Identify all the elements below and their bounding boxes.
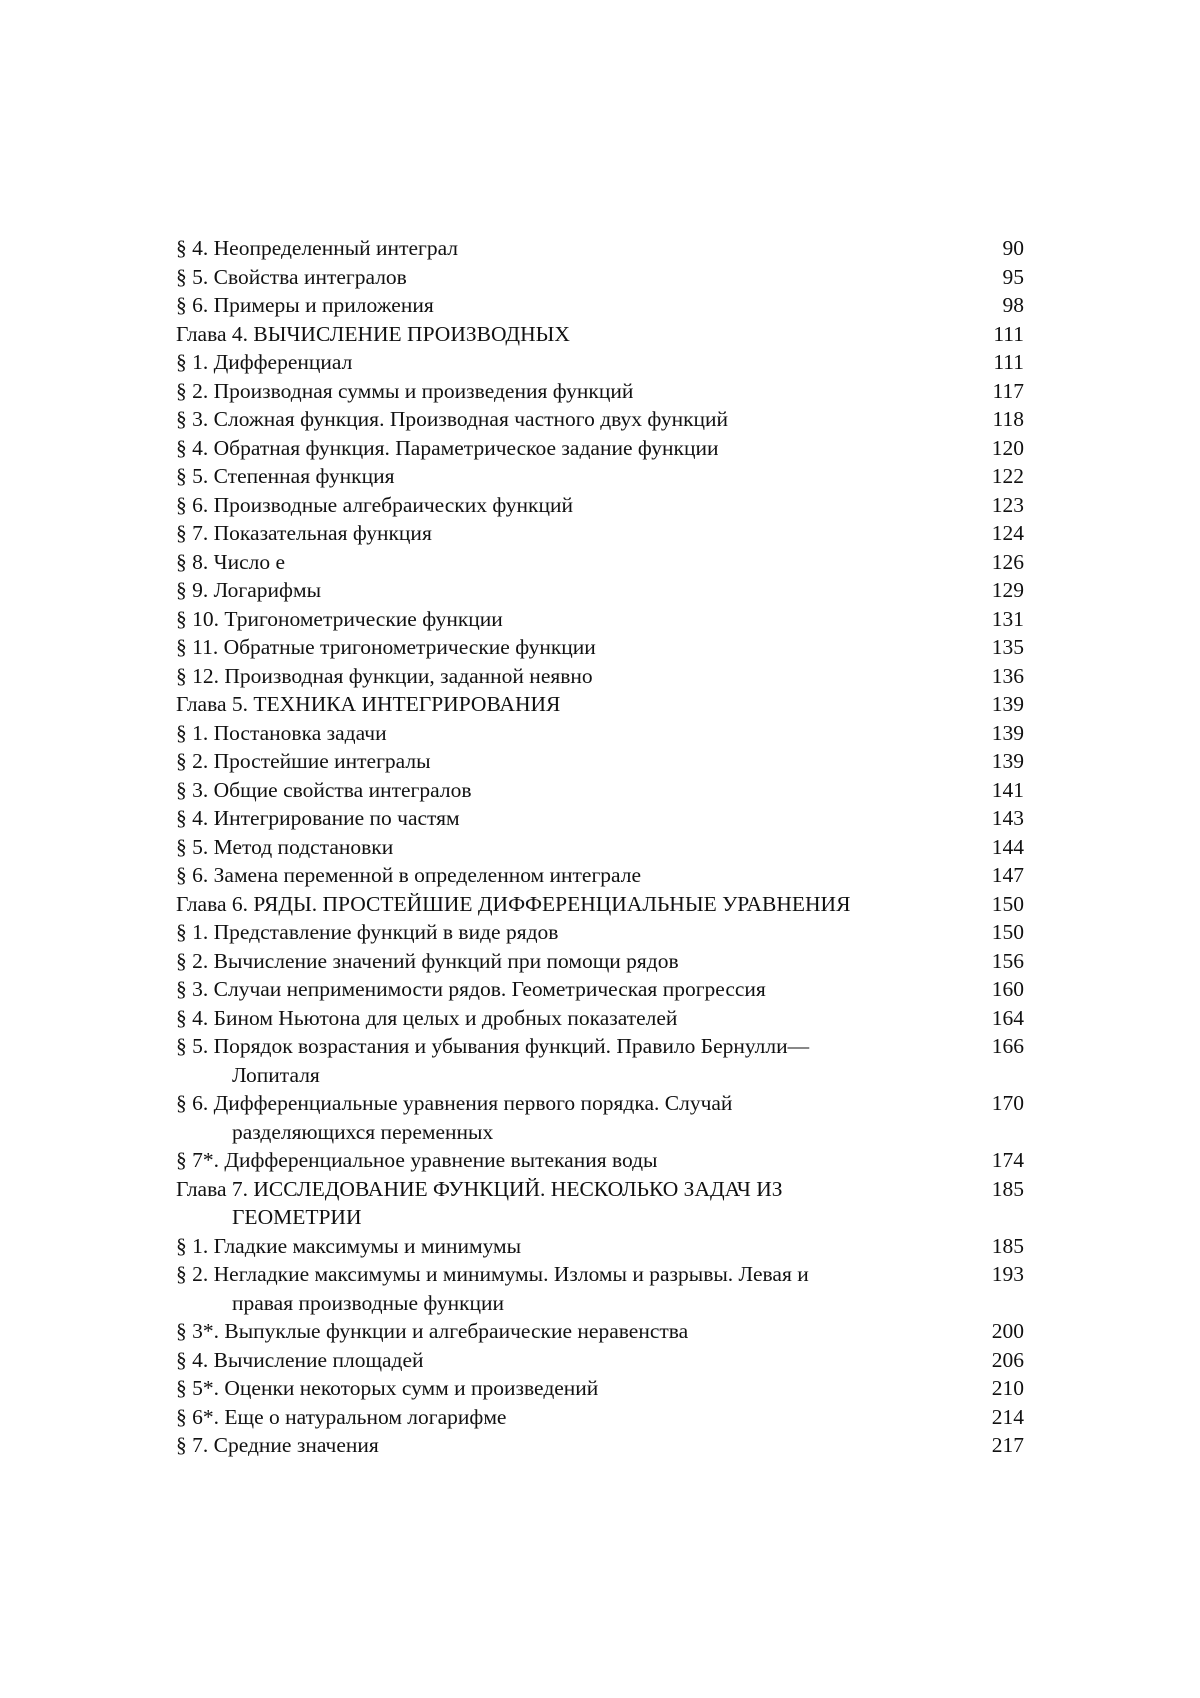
toc-entry xyxy=(176,1431,1024,1460)
toc-entry-title: § 4. Неопределенный интеграл xyxy=(176,236,459,260)
toc-entry-page-number: 124 xyxy=(991,521,1024,545)
toc-entry xyxy=(176,1146,1024,1175)
toc-entry-title: § 2. Производная суммы и произведения функций xyxy=(176,378,634,403)
toc-entry-title: § 10. Тригонометрические функции xyxy=(176,606,503,631)
toc-entry-title-continuation: ГЕОМЕТРИИ xyxy=(232,1205,362,1229)
toc-entry-page-number: 129 xyxy=(991,578,1024,602)
toc-entry-title: § 1. Постановка задачи xyxy=(176,720,387,745)
toc-entry-title: § 5. Свойства интегралов xyxy=(176,264,407,289)
toc-entry xyxy=(176,234,1024,263)
toc-entry xyxy=(176,1403,1024,1432)
toc-entry xyxy=(176,462,1024,491)
toc-entry-page-number: 193 xyxy=(991,1262,1024,1286)
toc-entry-title: § 6*. Еще о натуральном логарифме xyxy=(176,1404,507,1429)
toc-entry-page-number: 95 xyxy=(1002,264,1024,289)
toc-entry-title: § 1. Гладкие максимумы и минимумы xyxy=(176,1233,522,1258)
toc-entry-title: § 3*. Выпуклые функции и алгебраические неравенства xyxy=(176,1319,689,1343)
toc-entry-page-number: 174 xyxy=(991,1148,1024,1172)
toc-entry-title: § 1. Дифференциал xyxy=(176,350,353,374)
toc-entry xyxy=(176,519,1024,548)
toc-entry xyxy=(176,633,1024,662)
toc-entry xyxy=(176,320,1024,349)
toc-entry-page-number: 210 xyxy=(991,1376,1024,1400)
toc-entry-page-number: 136 xyxy=(991,663,1024,688)
toc-entry xyxy=(176,1232,1024,1261)
toc-entry-page-number: 185 xyxy=(991,1233,1024,1258)
toc-entry-title: § 2. Вычисление значений функций при помощи рядов xyxy=(176,948,679,973)
toc-entry xyxy=(176,548,1024,577)
toc-entry-page-number: 217 xyxy=(991,1433,1024,1457)
toc-entry xyxy=(176,1032,1024,1089)
toc-entry xyxy=(176,576,1024,605)
toc-entry xyxy=(176,1089,1024,1146)
toc-entry-title: Глава 7. ИССЛЕДОВАНИЕ ФУНКЦИЙ. НЕСКОЛЬКО ЗАДАЧ ИЗ xyxy=(176,1176,783,1201)
toc-entry-page-number: 150 xyxy=(991,920,1024,944)
toc-entry-page-number: 147 xyxy=(991,863,1024,887)
toc-entry-page-number: 143 xyxy=(991,806,1024,830)
toc-entry-title: § 4. Обратная функция. Параметрическое задание функции xyxy=(176,435,719,460)
toc-entry-page-number: 131 xyxy=(991,606,1024,631)
toc-entry-page-number: 120 xyxy=(991,435,1024,460)
toc-entry-title: § 8. Число е xyxy=(176,549,286,574)
toc-entry-title: § 4. Вычисление площадей xyxy=(176,1347,424,1372)
toc-entry xyxy=(176,1374,1024,1403)
toc-entry-page-number: 90 xyxy=(1002,236,1024,260)
toc-entry xyxy=(176,690,1024,719)
toc-entry-title: § 2. Негладкие максимумы и минимумы. Изломы и разрывы. Левая и xyxy=(176,1262,809,1286)
toc-entry-page-number: 126 xyxy=(991,549,1024,574)
toc-entry xyxy=(176,605,1024,634)
toc-entry-title: § 3. Сложная функция. Производная частного двух функций xyxy=(176,407,729,431)
toc-entry-title: § 6. Дифференциальные уравнения первого порядка. Случай xyxy=(176,1091,733,1115)
toc-entry-page-number: 185 xyxy=(991,1176,1024,1201)
toc-entry-title: § 3. Общие свойства интегралов xyxy=(176,777,472,802)
toc-entry-page-number: 111 xyxy=(993,321,1024,346)
toc-entry-page-number: 135 xyxy=(991,635,1024,659)
toc-entry-title: § 4. Интегрирование по частям xyxy=(176,806,460,830)
toc-entry xyxy=(176,861,1024,890)
toc-entry-title: § 7*. Дифференциальное уравнение вытекания воды xyxy=(176,1148,658,1172)
toc-entry-title: Глава 4. ВЫЧИСЛЕНИЕ ПРОИЗВОДНЫХ xyxy=(176,321,570,346)
toc-entry-page-number: 111 xyxy=(993,350,1024,374)
toc-entry xyxy=(176,1260,1024,1317)
toc-entry-page-number: 156 xyxy=(991,948,1024,973)
toc-entry-title: § 1. Представление функций в виде рядов xyxy=(176,920,559,944)
toc-entry-page-number: 144 xyxy=(991,834,1024,859)
toc-entry xyxy=(176,947,1024,976)
toc-entry xyxy=(176,263,1024,292)
toc-entry-title: § 9. Логарифмы xyxy=(176,578,322,602)
toc-entry-page-number: 118 xyxy=(992,407,1024,431)
toc-entry-page-number: 139 xyxy=(991,720,1024,745)
toc-entry xyxy=(176,1317,1024,1346)
toc-entry xyxy=(176,833,1024,862)
toc-entry-page-number: 141 xyxy=(991,777,1024,802)
toc-entry xyxy=(176,776,1024,805)
toc-entry xyxy=(176,1175,1024,1232)
toc-entry-page-number: 117 xyxy=(992,378,1024,403)
toc-entry-title: § 2. Простейшие интегралы xyxy=(176,749,431,773)
toc-entry xyxy=(176,405,1024,434)
toc-entry xyxy=(176,291,1024,320)
toc-entry xyxy=(176,747,1024,776)
toc-entry-title: § 4. Бином Ньютона для целых и дробных показателей xyxy=(176,1005,678,1030)
toc-entry-page-number: 98 xyxy=(1002,293,1024,317)
toc-entry xyxy=(176,348,1024,377)
toc-entry-page-number: 122 xyxy=(991,464,1024,488)
toc-entry-title: § 11. Обратные тригонометрические функции xyxy=(176,635,596,659)
toc-entry-title: § 5*. Оценки некоторых сумм и произведений xyxy=(176,1376,599,1400)
toc-entry-page-number: 170 xyxy=(991,1091,1024,1115)
toc-entry xyxy=(176,804,1024,833)
toc-entry-title: Глава 6. РЯДЫ. ПРОСТЕЙШИЕ ДИФФЕРЕНЦИАЛЬНЫЕ УРАВНЕНИЯ xyxy=(176,891,851,916)
toc-entry-page-number: 139 xyxy=(991,692,1024,716)
toc-entry-title: § 12. Производная функции, заданной неявно xyxy=(176,663,593,688)
toc-entry-title-continuation: правая производные функции xyxy=(232,1290,505,1315)
toc-entry-page-number: 166 xyxy=(991,1034,1024,1058)
toc-entry xyxy=(176,918,1024,947)
toc-entry xyxy=(176,890,1024,919)
toc-entry xyxy=(176,719,1024,748)
toc-entry-title: § 6. Примеры и приложения xyxy=(176,293,434,317)
toc-entry-title: § 5. Порядок возрастания и убывания функций. Правило Бернулли— xyxy=(176,1034,810,1058)
toc-entry xyxy=(176,1346,1024,1375)
toc-entry-title: § 7. Средние значения xyxy=(176,1433,379,1457)
toc-entry-page-number: 150 xyxy=(991,891,1024,916)
toc-entry-page-number: 123 xyxy=(991,492,1024,517)
toc-entry-title: Глава 5. ТЕХНИКА ИНТЕГРИРОВАНИЯ xyxy=(176,692,561,716)
toc-entry-page-number: 200 xyxy=(991,1319,1024,1343)
toc-entry xyxy=(176,491,1024,520)
toc-entry-title: § 6. Производные алгебраических функций xyxy=(176,492,573,517)
toc-entry-title: § 5. Метод подстановки xyxy=(176,834,394,859)
toc-entry-page-number: 206 xyxy=(991,1347,1024,1372)
toc-entry-page-number: 139 xyxy=(991,749,1024,773)
toc-entry-page-number: 164 xyxy=(991,1005,1024,1030)
toc-entry xyxy=(176,377,1024,406)
toc-entry xyxy=(176,434,1024,463)
toc-entry xyxy=(176,975,1024,1004)
toc-entry xyxy=(176,1004,1024,1033)
table-of-contents xyxy=(176,234,1024,1460)
toc-entry-title: § 6. Замена переменной в определенном интеграле xyxy=(176,863,642,887)
toc-entry-title: § 5. Степенная функция xyxy=(176,464,395,488)
toc-entry-title: § 3. Случаи неприменимости рядов. Геометрическая прогрессия xyxy=(176,977,766,1001)
toc-entry-title-continuation: разделяющихся переменных xyxy=(232,1119,494,1144)
toc-entry-page-number: 160 xyxy=(991,977,1024,1001)
toc-entry-page-number: 214 xyxy=(991,1404,1024,1429)
toc-entry xyxy=(176,662,1024,691)
toc-entry-title: § 7. Показательная функция xyxy=(176,521,432,545)
toc-entry-title-continuation: Лопиталя xyxy=(232,1062,320,1087)
